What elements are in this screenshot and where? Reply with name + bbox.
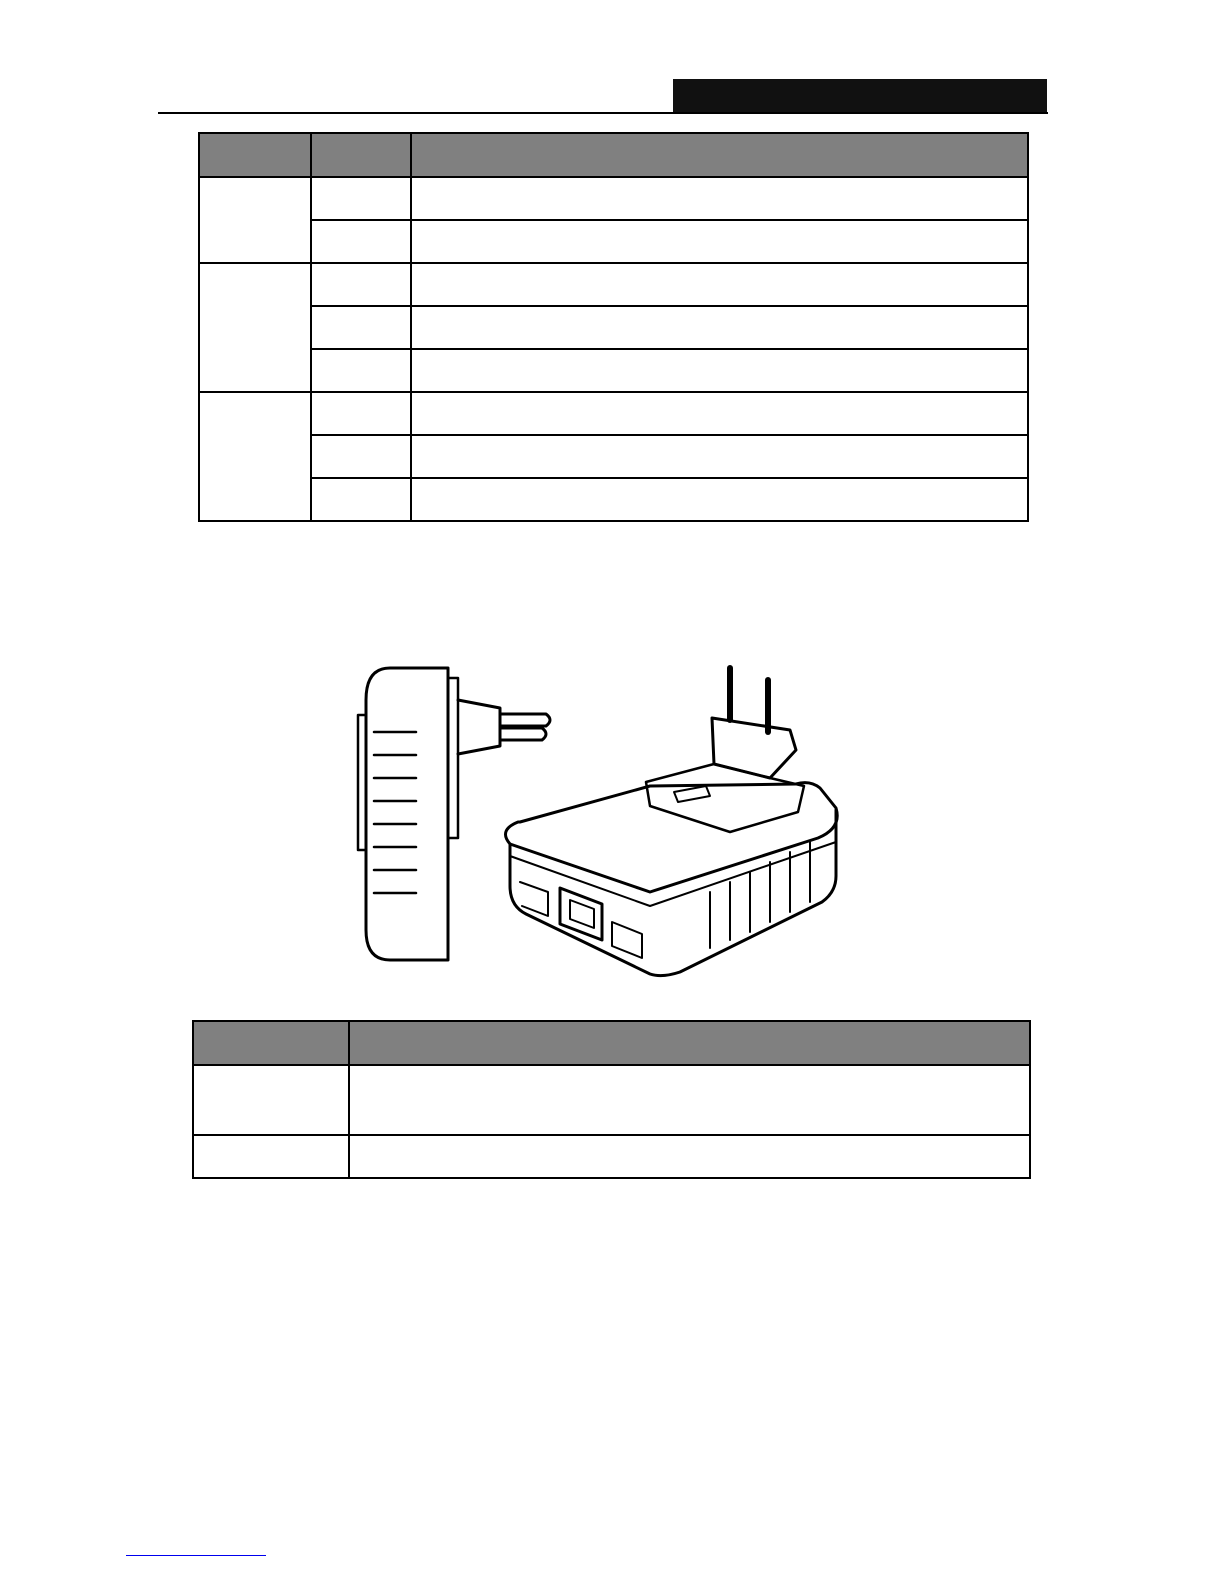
status-cell [311, 435, 411, 478]
table-row [199, 220, 1028, 263]
indication-cell [411, 349, 1028, 392]
table-row [199, 349, 1028, 392]
table-header-row [199, 133, 1028, 177]
led-name-cell [199, 392, 311, 521]
table-row [199, 306, 1028, 349]
table-row [199, 478, 1028, 521]
indication-cell [411, 263, 1028, 306]
header-band [673, 79, 1047, 114]
indication-cell [411, 177, 1028, 220]
port-table [192, 1020, 1031, 1179]
status-cell [311, 263, 411, 306]
status-cell [311, 478, 411, 521]
table-row [193, 1065, 1030, 1135]
adapter-front-view [506, 668, 838, 976]
port-description-cell [349, 1135, 1030, 1178]
status-cell [311, 392, 411, 435]
header-cell-status [311, 133, 411, 177]
port-name-cell [193, 1065, 349, 1135]
status-cell [311, 177, 411, 220]
header-cell-description [349, 1021, 1030, 1065]
table-row [199, 435, 1028, 478]
header-cell-name [199, 133, 311, 177]
status-cell [311, 220, 411, 263]
led-name-cell [199, 177, 311, 263]
table-row [199, 263, 1028, 306]
table-header-row [193, 1021, 1030, 1065]
led-name-cell [199, 263, 311, 392]
indication-cell [411, 435, 1028, 478]
status-cell [311, 306, 411, 349]
powerline-adapter-illustration [350, 660, 850, 985]
port-description-cell [349, 1065, 1030, 1135]
header-rule [158, 112, 1048, 114]
table-row [193, 1135, 1030, 1178]
indication-cell [411, 478, 1028, 521]
table-row [199, 392, 1028, 435]
adapter-side-view [358, 668, 550, 960]
indication-cell [411, 306, 1028, 349]
header-cell-port [193, 1021, 349, 1065]
table-row [199, 177, 1028, 220]
indication-cell [411, 392, 1028, 435]
footer-link-underline[interactable] [126, 1555, 266, 1556]
status-cell [311, 349, 411, 392]
port-name-cell [193, 1135, 349, 1178]
led-status-table [198, 132, 1029, 522]
indication-cell [411, 220, 1028, 263]
header-cell-indication [411, 133, 1028, 177]
